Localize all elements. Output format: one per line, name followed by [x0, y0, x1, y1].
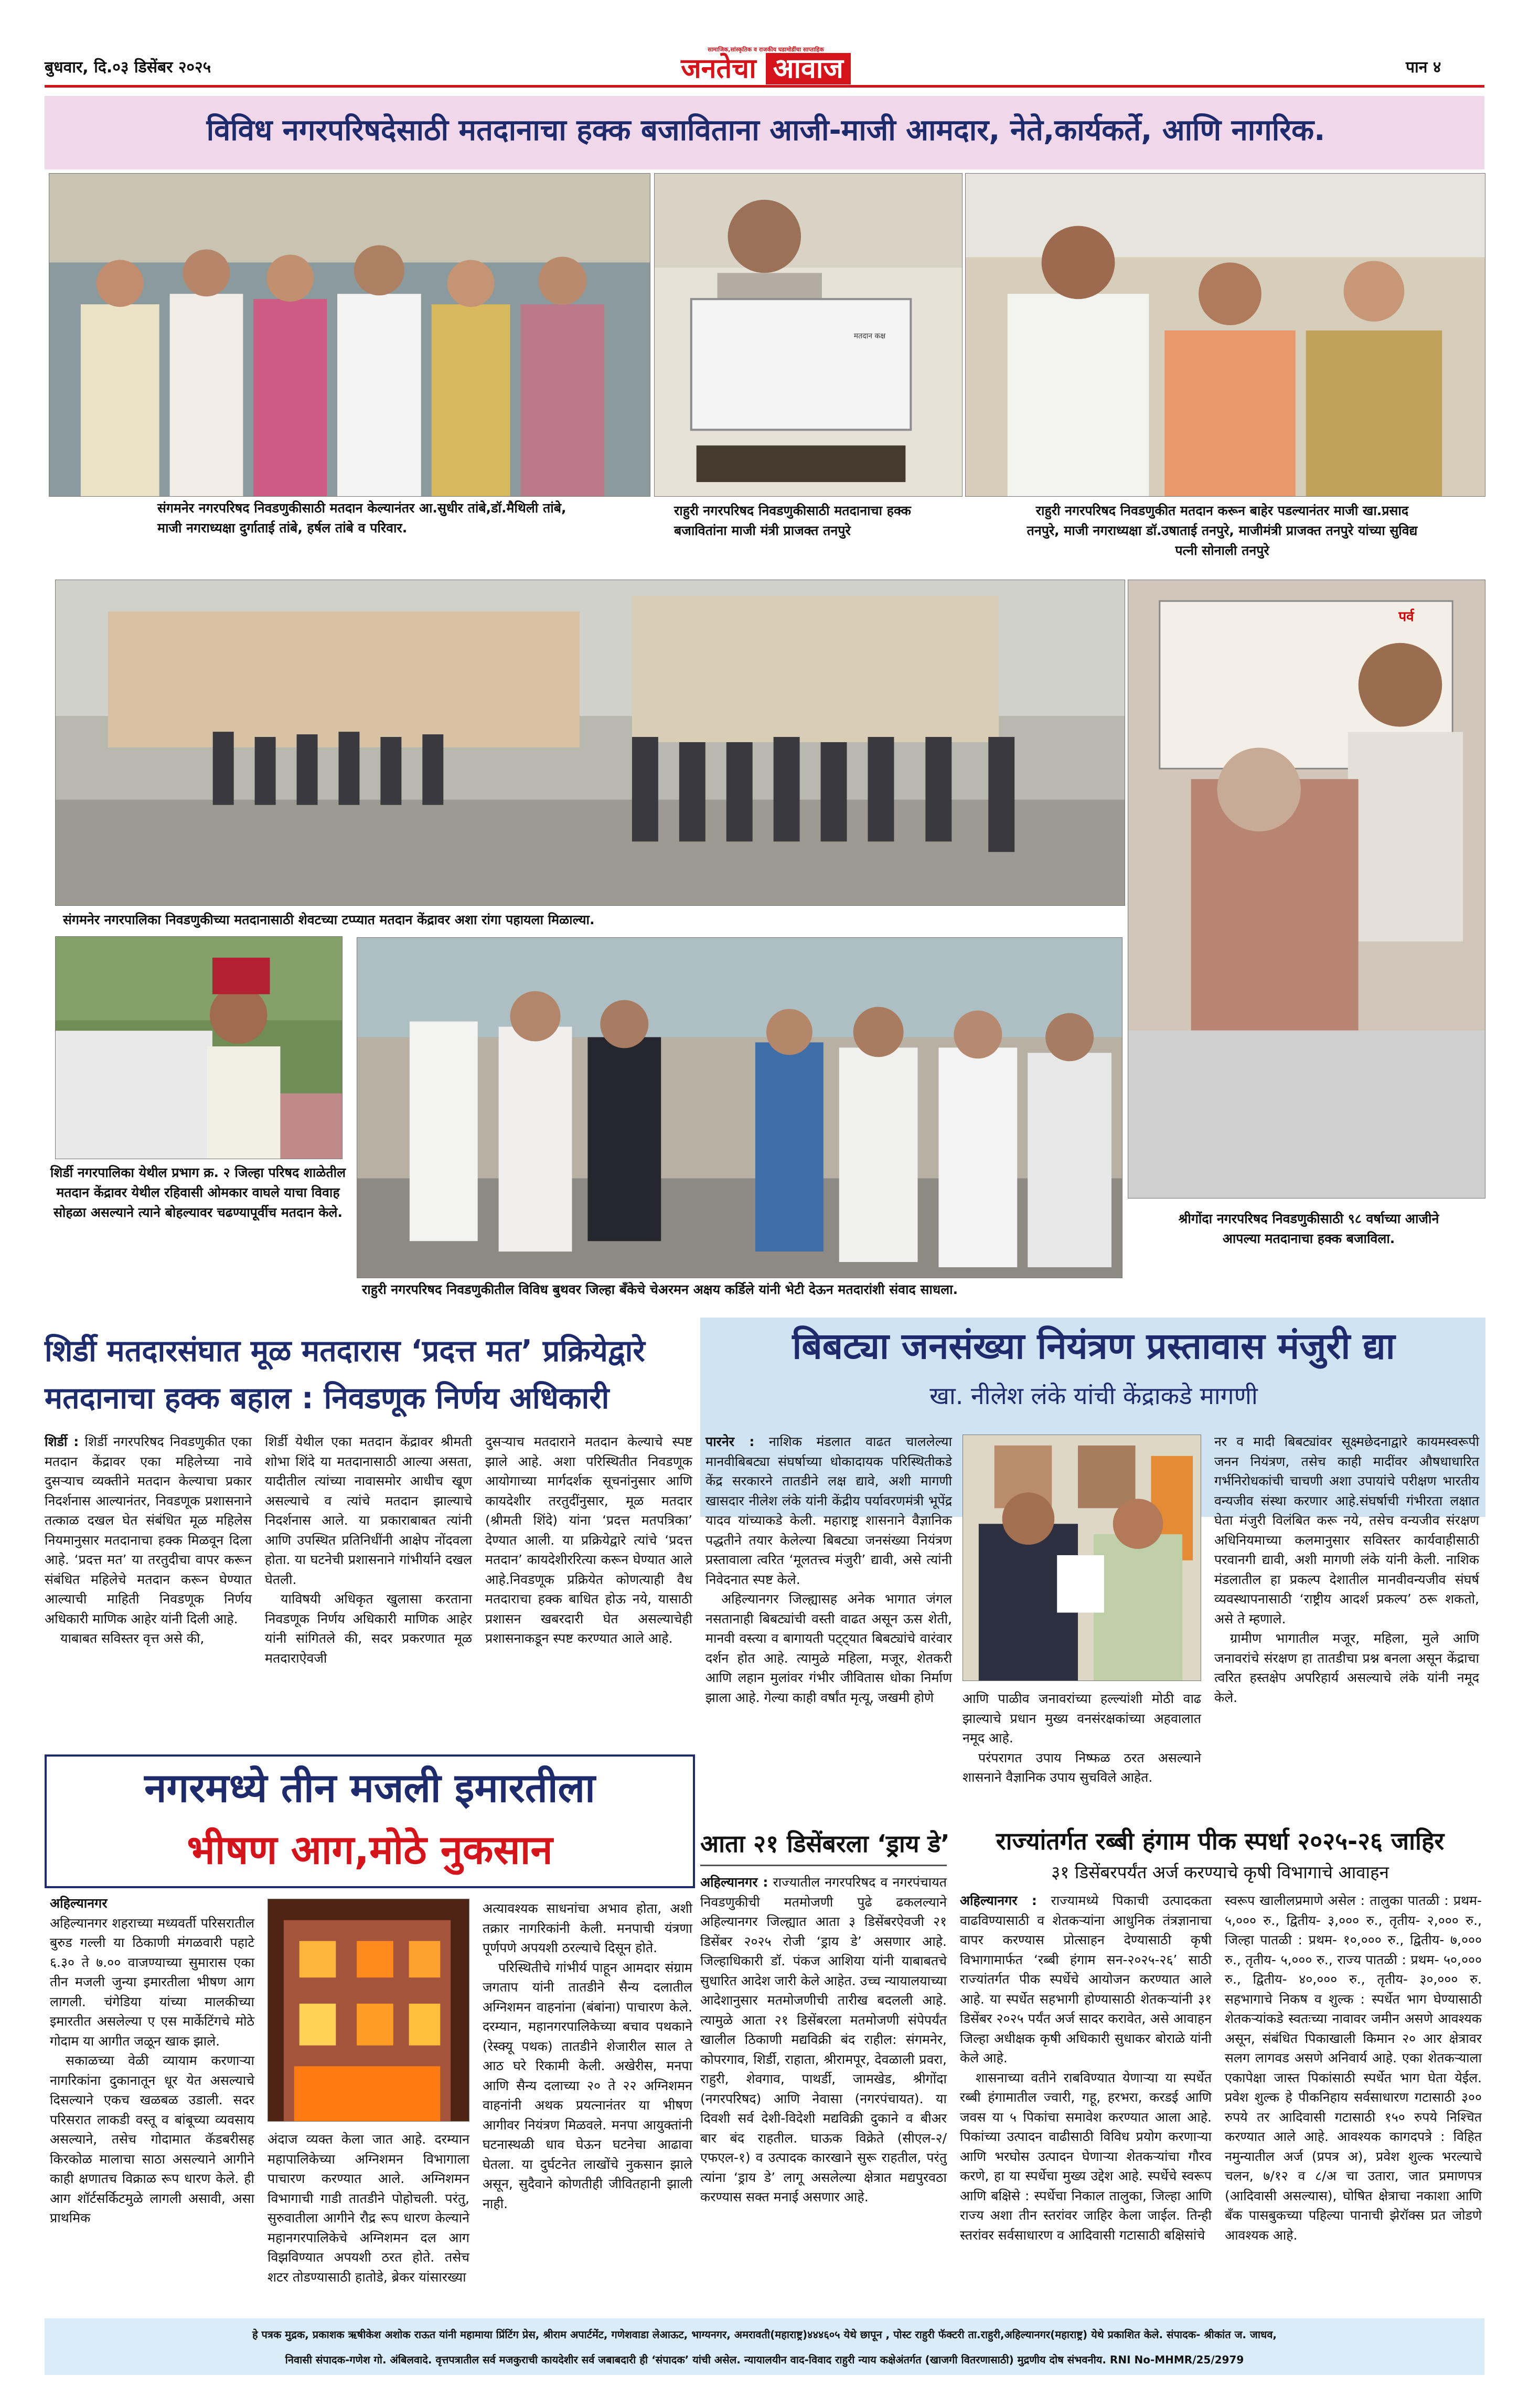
fire-text-2: अंदाज व्यक्त केला जात आहे. दरम्यान महापालिकेच्या अग्निशमन विभागाला पाचारण करण्यात आले. अग्निशमन विभागाची गाडी तातडीने पोहोचली. परंतु, सुरुवातीला आगीने रौद्र रूप धारण केल्याने महानगरपालिकेचे अग्निशमन दल आग विझविण्यात अपयशी ठरत होते. तसेच शटर तोडण्यासाठी हातोडे, ब्रेकर यांसारख्या [268, 2132, 469, 2285]
page-number: पान ४ [1406, 58, 1441, 77]
rabi-subtitle: ३१ डिसेंबरपर्यंत अर्ज करण्याचे कृषी विभागाचे आवाहन [1051, 1862, 1389, 1882]
caption-shirdi-groom: शिर्डी नगरपालिका येथील प्रभाग क्र. २ जिल्हा परिषद शाळेतील मतदान केंद्रावर येथील रहिवासी ओमकार वाघले याचा विवाह सोहळा असल्याने त्याने बोहल्यावर चढण्यापूर्वीच मतदान केले. [50, 1165, 346, 1220]
rabi-column-1 [960, 1891, 1212, 2245]
photo-tanpure-family [965, 173, 1485, 497]
masthead-logo [666, 52, 865, 85]
footer-line-2: निवासी संपादक-गणेश गो. अंबिलवादे. वृत्तपत्रातील सर्व मजकुराची कायदेशीर सर्व जबाबदारी ही ‘संपादक’ यांची असेल. न्यायालयीन वाद-विवाद राहुरी न्याय कक्षेअंतर्गत (खाजगी वितरणासाठी) मुद्रणीय दोष संभवनीय. RNI No-MHMR/25/2979 [285, 2353, 1244, 2366]
fire-text-3b: परिस्थितीचे गांभीर्य पाहून आमदार संग्राम जगताप यांनी तातडीने सैन्य दलातील अग्निशमन वाहनांना (बंबांना) पाचारण केले. दरम्यान, महानगरपालिकेच्या बचाव पथकाने (रेस्क्यू पथक) तातडीने शेजारील साल ते आठ घरे रिकामी केली. अखेरीस, मनपा आणि सैन्य दलाच्या २० ते २२ अग्निशमन वाहनांनी अथक प्रयत्नानंतर या भीषण आगीवर नियंत्रण मिळवले. मनपा आयुक्तांनी घटनास्थळी धाव घेऊन घटनेचा आढावा घेतला. या दुर्घटनेत लाखोंचे नुकसान झाले असून, सुदैवाने कोणतीही जीवितहानी झाली नाही. [483, 1960, 692, 2211]
leopard-column-1 [705, 1432, 952, 1707]
header-rule [45, 85, 1484, 88]
fire-column-3 [483, 1899, 692, 2213]
photo-akshay-kardile [357, 937, 1122, 1278]
footer-line-1: हे पत्रक मुद्रक, प्रकाशक ऋषीकेश अशोक राऊत यांनी महामाया प्रिंटिंग प्रेस, श्रीराम अपार्टमेंट, गणेशवाडा लेआऊट, भाग्यनगर, अमरावती(महाराष्ट्र)४४४६०५ येथे छापून , पोस्ट राहुरी फॅक्टरी ता.राहुरी,अहिल्यानगर(महाराष्ट्र) येथे प्रकाशित केले. संपादक- श्रीकांत ज. जाधव, [252, 2328, 1277, 2341]
shirdi-headline-1: शिर्डी मतदारसंघात मूळ मतदारास ‘प्रदत्त मत’ प्रक्रियेद्वारे [45, 1334, 645, 1368]
shirdi-column-3 [485, 1432, 692, 1649]
rabi-text-1: राज्यामध्ये पिकाची उत्पादकता वाढविण्यासाठी व शेतकऱ्यांना आधुनिक तंत्रज्ञानाचा वापर करण्यास प्रोत्साहन देण्यासाठी कृषी विभागामार्फत ‘रब्बी हंगाम सन-२०२५-२६’ साठी राज्यांतर्गत पीक स्पर्धेचे आयोजन करण्यात आले आहे. या स्पर्धेत सहभागी होण्यासाठी शेतकऱ्यांनी ३१ डिसेंबर २०२५ पर्यंत अर्ज सादर करावेत, असे आवाहन जिल्हा अधीक्षक कृषी अधिकारी सुधाकर बोराळे यांनी केले आहे. [960, 1893, 1212, 2065]
dryday-rule [700, 1865, 947, 1866]
rabi-text-1b: शासनाच्या वतीने राबविण्यात येणाऱ्या या स्पर्धेत रब्बी हंगामातील ज्वारी, गहू, हरभरा, करडई आणि जवस या ५ पिकांचा समावेश करण्यात आला आहे. पिकांच्या उत्पादन वाढीसाठी विविध प्रयोग करणाऱ्या आणि भरघोस उत्पादन घेणाऱ्या शेतकऱ्यांचा गौरव करणे, हा या स्पर्धेचा मुख्य उद्देश आहे. स्पर्धेचे स्वरूप आणि बक्षिसे : स्पर्धेचा निकाल तालुका, जिल्हा आणि राज्य अशा तीन स्तरांवर जाहिर केला जाईल. तिन्ही स्तरांवर सर्वसाधारण व आदिवासी गटासाठी बक्षिसांचे [960, 2070, 1212, 2243]
header-date: बुधवार, दि.०३ डिसेंबर २०२५ [45, 58, 211, 77]
banner-title: विविध नगरपरिषदेसाठी मतदानाचा हक्क बजाविताना आजी-माजी आमदार, नेते,कार्यकर्ते, आणि नागरिक. [206, 113, 1325, 147]
masthead-tagline: सामाजिक,सांस्कृतिक व राजकीय घडामोडींचा साप्ताहिक [708, 46, 824, 53]
leopard-subtitle: खा. नीलेश लंके यांची केंद्राकडे मागणी [929, 1382, 1258, 1410]
leopard-text-1: नाशिक मंडलात वाढत चाललेल्या मानवीबिबट्या संघर्षाच्या धोकादायक परिस्थितीकडे केंद्र सरकारने तातडीने लक्ष द्यावे, अशी मागणी खासदार नीलेश लंके यांनी केंद्रीय पर्यावरणमंत्री भूपेंद्र यादव यांच्याकडे केली. महाराष्ट्र शासनाने वैज्ञानिक पद्धतीने तयार केलेल्या बिबट्या जनसंख्या नियंत्रण प्रस्तावाला त्वरित ‘मूलतत्त्व मंजुरी’ द्यावी, असे त्यांनी निवेदनात स्पष्ट केले. [705, 1434, 952, 1587]
caption-prajakt-tanpure: राहुरी नगरपरिषद निवडणुकीसाठी मतदानाचा हक्क बजावितांना माजी मंत्री प्राजक्त तनपुरे [674, 503, 911, 538]
leopard-text-3b: ग्रामीण भागातील मजूर, महिला, मुले आणि जनावरांचे संरक्षण हा तातडीचा प्रश्न बनला असून केंद्राचा त्वरित हस्तक्षेप अपरिहार्य असल्याचे लंके यांनी नमूद केले. [1214, 1631, 1479, 1705]
fire-headline-1: नगरमध्ये तीन मजली इमारतीला [144, 1764, 595, 1811]
masthead-title-left: जनतेचा [681, 53, 756, 84]
leopard-text-3: नर व मादी बिबट्यांवर सूक्ष्मछेदनाद्वारे कायमस्वरूपी जनन नियंत्रण, तसेच काही मादींवर औषधाधारित गर्भनिरोधकांची चाचणी अशा उपायांचे परीक्षण भारतीय वन्यजीव संस्था करणार आहे.संघर्षाची गंभीरता लक्षात घेता मंजुरी विलंबित करू नये, तसेच वन्यजीव संरक्षण अधिनियमाच्या कलमानुसार सविस्तर कार्यवाहीसाठी परवानगी द्यावी, अशी मागणी लंके यांनी केली. नाशिक मंडलातील हा प्रकल्प देशातील मानवीवन्यजीव संघर्ष व्यवस्थापनासाठी ‘राष्ट्रीय आदर्श प्रकल्प’ ठरू शकतो, असे ते म्हणाले. [1214, 1434, 1479, 1626]
leopard-headline: बिबट्या जनसंख्या नियंत्रण प्रस्तावास मंजुरी द्या [792, 1325, 1395, 1367]
shirdi-column-1 [45, 1432, 252, 1649]
rabi-text-2: स्वरूप खालीलप्रमाणे असेल : तालुका पातळी : प्रथम- ५,००० रु., द्वितीय- ३,००० रु., तृतीय- २,००० रु., जिल्हा पातळी : प्रथम- १०,००० रु., द्वितीय- ७,००० रु., तृतीय- ५,००० रु., राज्य पातळी : प्रथम- ५०,००० रु., द्वितीय- ४०,००० रु., तृतीय- ३०,००० रु. सहभागाचे निकष व शुल्क : स्पर्धेत भाग घेण्यासाठी शेतकऱ्यांकडे स्वतःच्या नावावर जमीन असणे आवश्यक असून, संबंधित पिकाखाली किमान २० आर क्षेत्रावर सलग लागवड असणे अनिवार्य आहे. एका शेतकऱ्याला एकापेक्षा जास्त पिकांसाठी स्पर्धेत भाग घेता येईल. प्रवेश शुल्क हे पीकनिहाय सर्वसाधारण गटासाठी ३०० रुपये तर आदिवासी गटासाठी १५० रुपये निश्चित करण्यात आले आहे. आवश्यक कागदपत्रे : विहित नमुन्यातील अर्ज (प्रपत्र अ), प्रवेश शुल्क भरल्याचे चलन, ७/१२ व ८/अ चा उतारा, जात प्रमाणपत्र (आदिवासी असल्यास), घोषित क्षेत्राचा नकाशा आणि बँक पासबुकच्या पहिल्या पानाची झेरॉक्स प्रत जोडणे आवश्यक आहे. [1225, 1893, 1482, 2243]
rabi-headline: राज्यांतर्गत रब्बी हंगाम पीक स्पर्धा २०२५-२६ जाहिर [996, 1827, 1445, 1855]
fire-text-1: अहिल्यानगर शहराच्या मध्यवर्ती परिसरातील बुरुड गल्ली या ठिकाणी मंगळवारी पहाटे ६.३० ते ७.०० वाजण्याच्या सुमारास एका तीन मजली जुन्या इमारतीला भीषण आग लागली. चंगेडिया यांच्या मालकीच्या इमारतीत असलेल्या ए एस मार्केटिंगचे मोठे गोदाम या आगीत जळून खाक झाले. [50, 1915, 254, 2049]
dryday-dateline: अहिल्यानगर : [700, 1875, 768, 1890]
caption-tanpure-family: राहुरी नगरपरिषद निवडणुकीत मतदान करून बाहेर पडल्यानंतर माजी खा.प्रसाद तनपुरे, माजी नगराध्यक्षा डॉ.उषाताई तनपुरे, माजीमंत्री प्राजक्त तनपुरे यांच्या सुविद्य पत्नी सोनाली तनपुरे [1027, 503, 1418, 558]
calendar-board-label: पर्व [1398, 609, 1414, 625]
photo-sangamner-queue [55, 580, 1125, 906]
fire-column-2 [268, 2129, 469, 2287]
fire-dateline: अहिल्यानगर [50, 1896, 108, 1911]
leopard-column-2 [963, 1689, 1201, 1788]
shirdi-text-2: शिर्डी येथील एका मतदान केंद्रावर श्रीमती शोभा शिंदे या मतदानासाठी आल्या असता, यादीतील त्यांच्या नावासमोर आधीच खूण असल्याचे व त्यांचे मतदान झाल्याचे निदर्शनास आले. या प्रकाराबाबत त्यांनी आणि उपस्थित प्रतिनिधींनी आक्षेप नोंदवला होता. या घटनेची प्रशासनाने गांभीर्याने दखल घेतली. [265, 1434, 472, 1587]
photo-shrigonda-grandmother [1128, 580, 1485, 1198]
rabi-dateline: अहिल्यानगर : [960, 1893, 1037, 1908]
caption-tambe-family: संगमनेर नगरपरिषद निवडणुकीसाठी मतदान केल्यानंतर आ.सुधीर तांबे,डॉ.मैथिली तांबे, माजी नगराध्यक्षा दुर्गाताई तांबे, हर्षल तांबे व परिवार. [157, 500, 566, 536]
shirdi-text-2b: याविषयी अधिकृत खुलासा करताना निवडणूक निर्णय अधिकारी माणिक आहेर यांनी सांगितले की, सदर प्रकरणात मूळ मतदाराऐवजी [265, 1591, 472, 1666]
leopard-column-3 [1214, 1432, 1479, 1707]
fire-headline-2: भीषण आग,मोठे नुकसान [187, 1826, 553, 1873]
booth-label: मतदान कक्ष [853, 332, 886, 340]
leopard-dateline: पारनेर : [705, 1434, 755, 1449]
shirdi-dateline: शिर्डी : [45, 1434, 79, 1449]
caption-akshay-kardile: राहुरी नगरपरिषद निवडणुकीतील विविध बुथवर जिल्हा बँकेचे चेअरमन अक्षय कर्डिले यांनी भेटी देऊन मतदारांशी संवाद साधला. [362, 1282, 958, 1297]
shirdi-text-3: दुसऱ्याच मतदाराने मतदान केल्याचे स्पष्ट झाले आहे. अशा परिस्थितीत निवडणूक आयोगाच्या मार्गदर्शक सूचनांनुसार आणि कायदेशीर तरतुदींनुसार, मूळ मतदार (श्रीमती शिंदे) यांना ‘प्रदत्त मतपत्रिका’ देण्यात आली. या प्रक्रियेद्वारे त्यांचे ‘प्रदत्त मतदान’ कायदेशीररित्या करून घेण्यात आले आहे.निवडणूक प्रक्रियेत कोणत्याही वैध मतदाराचा हक्क बाधित होऊ नये, यासाठी प्रशासन खबरदारी घेत असल्याचेही प्रशासनाकडून स्पष्ट करण्यात आले आहे. [485, 1434, 692, 1646]
fire-text-3: अत्यावश्यक साधनांचा अभाव होता, अशी तक्रार नागरिकांनी केली. मनपाची यंत्रणा पूर्णपणे अपयशी ठरल्याचे दिसून होते. [483, 1901, 692, 1955]
leopard-text-1b: अहिल्यानगर जिल्ह्यासह अनेक भागात जंगल नसतानाही बिबट्यांची वस्ती वाढत असून ऊस शेती, मानवी वस्त्या व बागायती पट्ट्यात बिबट्यांचे वारंवार दर्शन होत आहे. त्यामुळे महिला, मजूर, शेतकरी आणि लहान मुलांवर गंभीर जीवितास धोका निर्माण झाला आहे. गेल्या काही वर्षांत मृत्यू, जखमी होणे [705, 1591, 952, 1705]
caption-sangamner-queue: संगमनेर नगरपालिका निवडणुकीच्या मतदानासाठी शेवटच्या टप्प्यात मतदान केंद्रावर अशा रांगा पहायला मिळाल्या. [63, 912, 595, 927]
shirdi-headline-2: मतदानाचा हक्क बहाल : निवडणूक निर्णय अधिकारी [45, 1381, 610, 1416]
photo-building-fire [268, 1899, 469, 2122]
shirdi-column-2 [265, 1432, 472, 1668]
leopard-text-2: आणि पाळीव जनावरांच्या हल्ल्यांशी मोठी वाढ झाल्याचे प्रधान मुख्य वनसंरक्षकांच्या अहवालात नमूद आहे. [963, 1691, 1201, 1746]
fire-text-1b: सकाळच्या वेळी व्यायाम करणाऱ्या नागरिकांना दुकानातून धूर येत असल्याचे दिसल्याने एकच खळबळ उडाली. सदर परिसरात लाकडी वस्तू व बांबूच्या व्यवसाय असल्याने, तसेच गोदामात कॅडबरीसह किरकोळ मालाचा साठा असल्याने आगीने काही क्षणातच विक्राळ रूप धारण केले. ही आग शॉर्टसर्किटमुळे लागली असावी, असा प्राथमिक [50, 2053, 254, 2225]
leopard-text-2b: परंपरागत उपाय निष्फळ ठरत असल्याने शासनाने वैज्ञानिक उपाय सुचविले आहेत. [963, 1750, 1201, 1785]
dryday-column [700, 1872, 947, 2207]
photo-shirdi-groom [55, 936, 343, 1159]
photo-prajakt-tanpure-voting [654, 173, 963, 497]
fire-column-1 [50, 1893, 254, 2228]
photo-lanke-with-minister [963, 1435, 1201, 1681]
dryday-headline: आता २१ डिसेंबरला ‘ड्राय डे’ [700, 1829, 950, 1858]
caption-shrigonda: श्रीगोंदा नगरपरिषद निवडणुकीसाठी ९८ वर्षाच्या आजीने आपल्या मतदानाचा हक्क बजाविला. [1178, 1211, 1439, 1246]
shirdi-text-1b: याबाबत सविस्तर वृत्त असे की, [60, 1631, 205, 1646]
shirdi-text-1: शिर्डी नगरपरिषद निवडणुकीत एका मतदान केंद्रावर एका महिलेच्या नावे दुसऱ्याच व्यक्तीने मतदान केल्याचा प्रकार निदर्शनास आल्यानंतर, निवडणूक प्रशासनाने तत्काळ दखल घेत संबंधित मूळ महिलेस नियमानुसार मतदानाचा हक्क मिळवून दिला आहे. ‘प्रदत्त मत’ या तरतुदीचा वापर करून संबंधित महिलेचे मतदान करून घेण्यात आल्याची माहिती निवडणूक निर्णय अधिकारी माणिक आहेर यांनी दिली आहे. [45, 1434, 252, 1626]
rabi-column-2 [1225, 1891, 1482, 2245]
masthead-title-right: आवाज [766, 53, 851, 84]
photo-tambe-family [49, 173, 650, 497]
dryday-text: राज्यातील नगरपरिषद व नगरपंचायत निवडणुकीची मतमोजणी पुढे ढकलल्याने अहिल्यानगर जिल्ह्यात आता ३ डिसेंबरऐवजी २१ डिसेंबर २०२५ रोजी ‘ड्राय डे’ असणार आहे. जिल्हाधिकारी डॉ. पंकज आशिया यांनी याबाबतचे सुधारित आदेश जारी केले आहेत. उच्च न्यायालयाच्या आदेशानुसार मतमोजणीची तारीख बदलली आहे. त्यामुळे आता २१ डिसेंबरला मतमोजणी संपेपर्यंत खालील ठिकाणी मद्यविक्री बंद राहील: संगमनेर, कोपरगाव, शिर्डी, राहाता, श्रीरामपूर, देवळाली प्रवरा, राहुरी, शेवगाव, पाथर्डी, जामखेड, श्रीगोंदा (नगरपरिषद) आणि नेवासा (नगरपंचायत). या दिवशी सर्व देशी-विदेशी मद्यविक्री दुकाने व बीअर बार बंद राहतील. घाऊक विक्रेते (सीएल-२/एफएल-१) व उत्पादक कारखाने सुरू राहतील, परंतु त्यांना ‘ड्राय डे’ लागू असलेल्या क्षेत्रात मद्यपुरवठा करण्यास सक्त मनाई असणार आहे. [700, 1875, 947, 2204]
